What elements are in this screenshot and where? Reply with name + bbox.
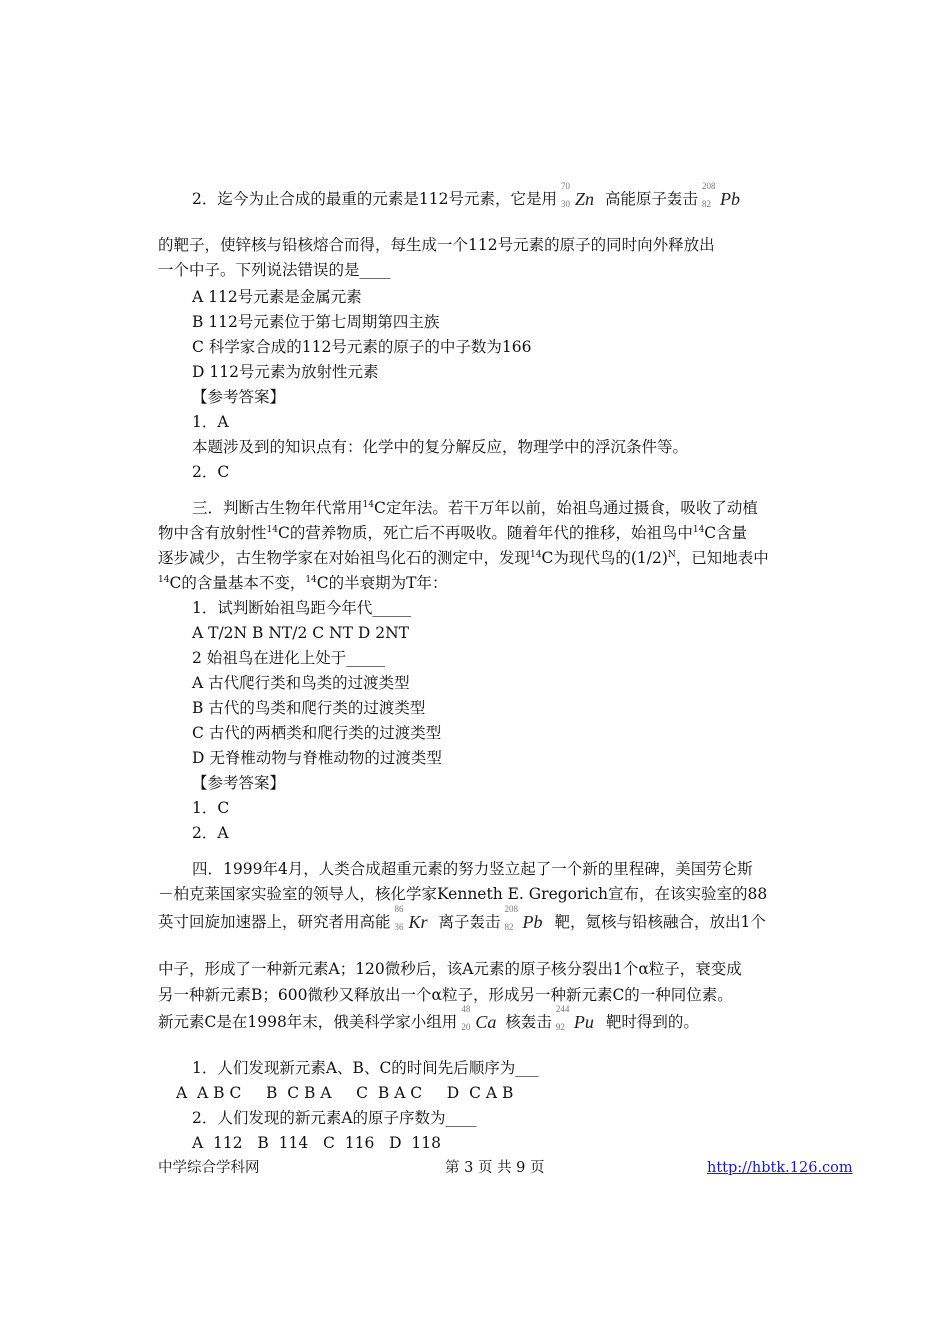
q3-sub2-option-d: D 无脊椎动物与脊椎动物的过渡类型	[192, 749, 442, 767]
q2-option-b: B 112号元素位于第七周期第四主族	[192, 313, 440, 331]
q2-line2: 的靶子，使锌核与铅核熔合而得，每生成一个112号元素的原子的同时向外释放出	[158, 236, 715, 254]
q4-para-line4: 中子，形成了一种新元素A；120微秒后，该A元素的原子核分裂出1个α粒子，衰变成	[158, 960, 742, 978]
q2-note: 本题涉及到的知识点有：化学中的复分解反应，物理学中的浮沉条件等。	[192, 438, 689, 456]
q4-sub1-options: A A B C B C B A C B A C D C A B	[176, 1084, 514, 1102]
q4-para-line2: －柏克莱国家实验室的领导人，核化学家Kenneth E. Gregorich宣布，在该实验室的88	[158, 885, 768, 903]
isotope-kr: 86 36 Kr	[394, 904, 428, 932]
q4-sub2-options: A 112 B 114 C 116 D 118	[192, 1134, 441, 1152]
q3-answer-2: 2．A	[192, 824, 229, 842]
q2-line1	[192, 181, 752, 213]
isotope-pu: 244 92 Pu	[555, 1004, 594, 1032]
q3-sub2-option-a: A 古代爬行类和鸟类的过渡类型	[192, 674, 410, 692]
q3-sub2: 2 始祖鸟在进化上处于_____	[192, 649, 386, 667]
q3-para-line1: 三．判断古生物年代常用$^{14}$C定年法。若干万年以前，始祖鸟通过摄食，吸收了动植	[192, 499, 758, 517]
q4-para-line5: 另一种新元素B；600微秒又释放出一个α粒子，形成另一种新元素C的一种同位素。	[158, 986, 733, 1004]
q4-para-line1: 四．1999年4月，人类合成超重元素的努力竖立起了一个新的里程碑，美国劳仑斯	[192, 860, 753, 878]
q2-line3: 一个中子。下列说法错误的是____	[158, 261, 391, 279]
q3-sub2-option-b: B 古代的鸟类和爬行类的过渡类型	[192, 699, 426, 717]
q2-option-c: C 科学家合成的112号元素的原子的中子数为166	[192, 338, 532, 356]
isotope-pb: 208 82 Pb	[504, 904, 543, 932]
q3-para-line2: 物中含有放射性$^{14}$C的营养物质，死亡后不再吸收。随着年代的推移，始祖鸟中$^{14}$C含量	[158, 524, 748, 542]
q3-sub2-option-c: C 古代的两栖类和爬行类的过渡类型	[192, 724, 442, 742]
q2-answer-1: 1．A	[192, 413, 229, 431]
q3-answer-header: 【参考答案】	[192, 774, 286, 792]
q2-text: 高能原子轰击	[604, 190, 698, 208]
q3-para-line3: 逐步减少，古生物学家在对始祖鸟化石的测定中，发现$^{14}$C为现代鸟的$(1/2)^N$，已知地表中	[158, 549, 769, 567]
isotope-zn: 70 30 Zn	[560, 181, 594, 209]
q4-sub2: 2．人们发现的新元素A的原子序数为____	[192, 1109, 477, 1127]
footer-url-link[interactable]: http://hbtk.126.com	[707, 1160, 853, 1176]
isotope-pb: 208 82 Pb	[701, 181, 740, 209]
q3-sub1-options: A T/2N B NT/2 C NT D 2NT	[192, 624, 409, 642]
isotope-ca: 48 20 Ca	[461, 1004, 497, 1032]
q3-para-line4: $^{14}$C的含量基本不变，$^{14}$C的半衰期为T年：	[158, 574, 448, 592]
q2-option-a: A 112号元素是金属元素	[192, 288, 362, 306]
q3-sub1: 1．试判断始祖鸟距今年代_____	[192, 599, 412, 617]
footer-page-number: 第 3 页 共 9 页	[445, 1160, 545, 1176]
q2-answer-header: 【参考答案】	[192, 388, 286, 406]
footer-site-name: 中学综合学科网	[158, 1160, 260, 1176]
q2-option-d: D 112号元素为放射性元素	[192, 363, 379, 381]
q2-answer-2: 2．C	[192, 463, 230, 481]
q3-answer-1: 1．C	[192, 799, 230, 817]
q4-para-line3: 英寸回旋加速器上，研究者用高能 86 36 Kr 离子轰击 208 82 Pb 靶，氪核与铅核融合，放出1个	[158, 910, 766, 936]
q4-sub1: 1．人们发现新元素A、B、C的时间先后顺序为___	[192, 1059, 539, 1077]
q2-text: 2．迄今为止合成的最重的元素是112号元素，它是用	[192, 190, 557, 208]
q4-para-line6: 新元素C是在1998年末，俄美科学家小组用 48 20 Ca 核轰击 244 92 Pu 靶时得到的。	[158, 1010, 699, 1036]
